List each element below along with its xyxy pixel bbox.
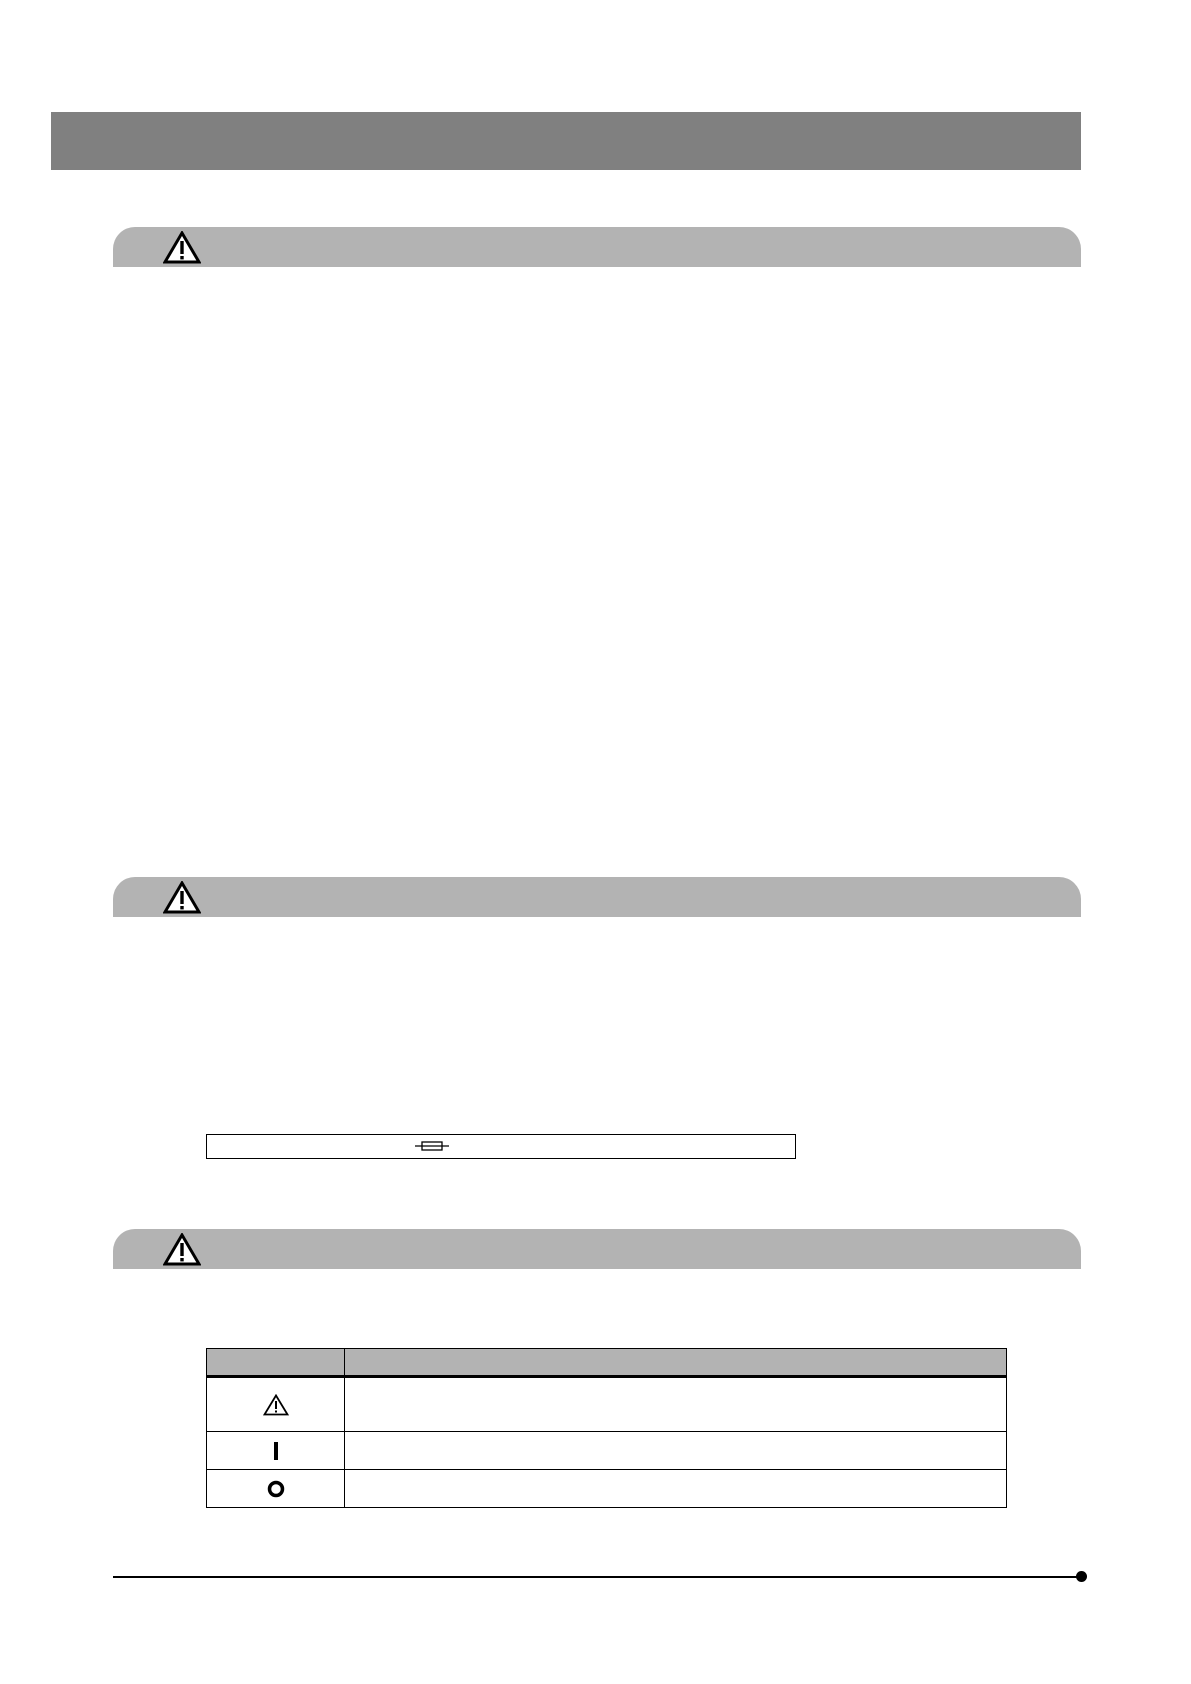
warning-triangle-icon — [163, 881, 201, 914]
explanation-cell — [345, 1470, 1007, 1508]
explanation-cell — [345, 1377, 1007, 1432]
fuse-symbol-icon — [415, 1140, 449, 1152]
symbol-cell — [207, 1432, 345, 1470]
table-row — [207, 1432, 1007, 1470]
warning-triangle-icon — [163, 231, 201, 264]
symbol-cell — [207, 1377, 345, 1432]
warning-section-header — [113, 227, 1081, 267]
explanation-cell — [345, 1432, 1007, 1470]
table-row — [207, 1470, 1007, 1508]
footer-rule — [113, 1576, 1079, 1578]
power-off-icon — [266, 1479, 286, 1499]
symbol-column-header — [207, 1349, 345, 1377]
explanation-column-header — [345, 1349, 1007, 1377]
table-header-row — [207, 1349, 1007, 1377]
power-on-icon — [271, 1441, 281, 1461]
warning-section-header — [113, 1229, 1081, 1269]
warning-triangle-icon — [263, 1394, 289, 1416]
symbol-cell — [207, 1470, 345, 1508]
warning-triangle-icon — [163, 1233, 201, 1266]
footer-rule-end-dot — [1076, 1571, 1087, 1582]
title-bar — [51, 112, 1081, 170]
symbol-table — [206, 1348, 1007, 1508]
table-row — [207, 1377, 1007, 1432]
warning-section-header — [113, 877, 1081, 917]
fuse-specification-box — [206, 1134, 796, 1159]
